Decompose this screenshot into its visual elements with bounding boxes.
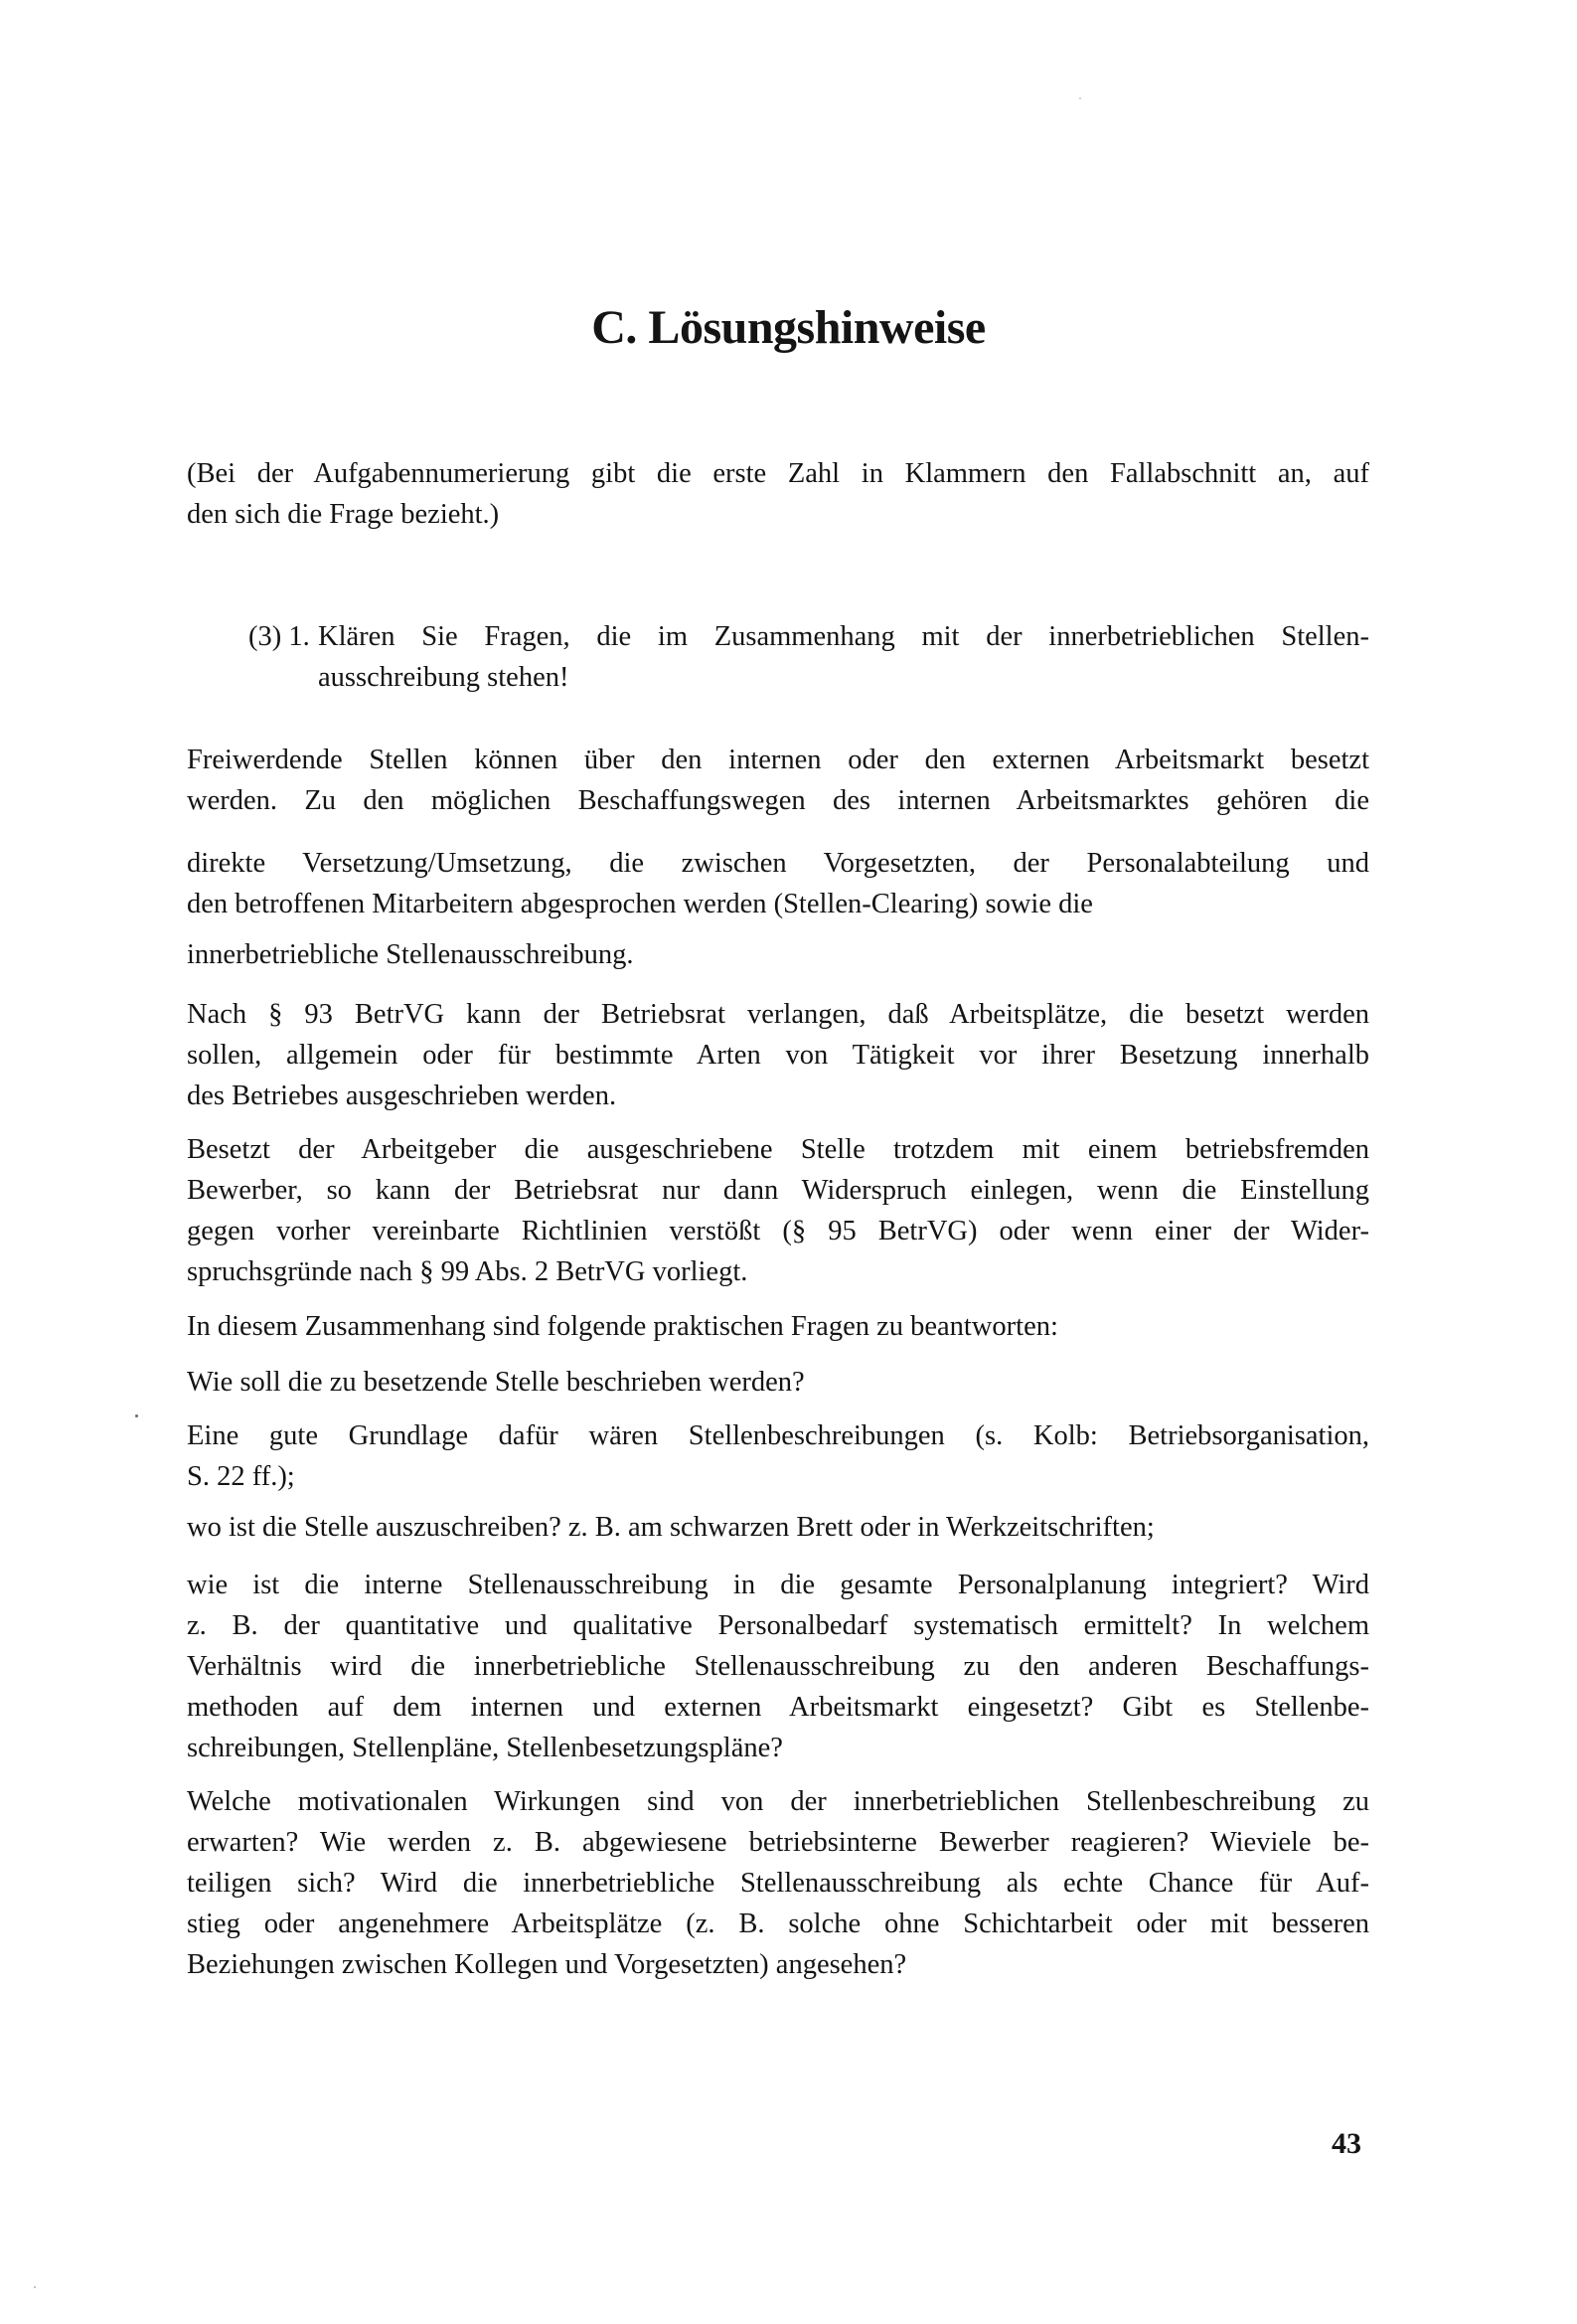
paragraph-line: wie ist die interne Stellenausschreibung in die gesamte Personalplanung integriert? Wird	[187, 1570, 1369, 1600]
paragraph-line: sollen, allgemein oder für bestimmte Arten von Tätigkeit vor ihrer Besetzung innerhalb	[187, 1040, 1369, 1071]
paragraph-line: z. B. der quantitative und qualitative Personalbedarf systematisch ermittelt? In welchem	[187, 1610, 1369, 1641]
question-number: (3) 1.	[248, 621, 310, 652]
paragraph-line: S. 22 ff.);	[187, 1461, 295, 1492]
paragraph-line: methoden auf dem internen und externen Arbeitsmarkt eingesetzt? Gibt es Stellenbe-	[187, 1692, 1369, 1723]
paragraph-8	[187, 1415, 1369, 1497]
paragraph-6	[187, 1306, 1369, 1347]
paragraph-line: innerbetriebliche Stellenausschreibung.	[187, 939, 634, 970]
paragraph-3	[187, 934, 1369, 975]
paragraph-line: schreibungen, Stellenpläne, Stellenbesetzungspläne?	[187, 1733, 783, 1763]
intro-line: den sich die Frage bezieht.)	[187, 499, 500, 530]
paragraph-11	[187, 1781, 1369, 1985]
paragraph-line: Nach § 93 BetrVG kann der Betriebsrat verlangen, daß Arbeitsplätze, die besetzt werden	[187, 999, 1369, 1030]
paragraph-2	[187, 843, 1369, 924]
scan-speck	[135, 1414, 138, 1417]
paragraph-line: Bewerber, so kann der Betriebsrat nur dann Widerspruch einlegen, wenn die Einstellung	[187, 1175, 1369, 1206]
question-line: Klären Sie Fragen, die im Zusammenhang mit der innerbetrieblichen Stellen-	[318, 621, 1369, 652]
paragraph-line: Beziehungen zwischen Kollegen und Vorgesetzten) angesehen?	[187, 1949, 907, 1980]
scan-speck	[1079, 97, 1081, 99]
paragraph-line: den betroffenen Mitarbeitern abgesprochen werden (Stellen-Clearing) sowie die	[187, 889, 1093, 919]
paragraph-line: werden. Zu den möglichen Beschaffungswegen des internen Arbeitsmarktes gehören die	[187, 785, 1369, 816]
paragraph-9	[187, 1507, 1369, 1548]
question-line: ausschreibung stehen!	[318, 662, 569, 693]
paragraph-1	[187, 740, 1369, 821]
intro-note	[187, 453, 1369, 535]
page-number: 43	[1332, 2127, 1361, 2160]
paragraph-line: Wie soll die zu besetzende Stelle beschrieben werden?	[187, 1367, 805, 1398]
paragraph-line: teiligen sich? Wird die innerbetriebliche Stellenausschreibung als echte Chance für Auf-	[187, 1868, 1369, 1899]
intro-line: (Bei der Aufgabennumerierung gibt die erste Zahl in Klammern den Fallabschnitt an, auf	[187, 458, 1369, 489]
section-title: C. Lösungshinweise	[591, 301, 986, 354]
paragraph-10	[187, 1565, 1369, 1768]
paragraph-line: Verhältnis wird die innerbetriebliche Stellenausschreibung zu den anderen Beschaffungs-	[187, 1651, 1369, 1682]
paragraph-5	[187, 1129, 1369, 1292]
paragraph-line: spruchsgründe nach § 99 Abs. 2 BetrVG vorliegt.	[187, 1256, 748, 1287]
paragraph-line: wo ist die Stelle auszuschreiben? z. B. am schwarzen Brett oder in Werkzeitschriften;	[187, 1512, 1155, 1543]
paragraph-line: Besetzt der Arbeitgeber die ausgeschriebene Stelle trotzdem mit einem betriebsfremden	[187, 1134, 1369, 1165]
question-text	[318, 616, 1369, 698]
paragraph-line: gegen vorher vereinbarte Richtlinien verstößt (§ 95 BetrVG) oder wenn einer der Wider-	[187, 1216, 1369, 1246]
paragraph-line: Welche motivationalen Wirkungen sind von der innerbetrieblichen Stellenbeschreibung zu	[187, 1786, 1369, 1817]
paragraph-line: Eine gute Grundlage dafür wären Stellenbeschreibungen (s. Kolb: Betriebsorganisation,	[187, 1420, 1369, 1451]
paragraph-line: erwarten? Wie werden z. B. abgewiesene betriebsinterne Bewerber reagieren? Wieviele be-	[187, 1827, 1369, 1858]
paragraph-7	[187, 1362, 1369, 1403]
paragraph-line: In diesem Zusammenhang sind folgende praktischen Fragen zu beantworten:	[187, 1311, 1058, 1342]
paragraph-4	[187, 994, 1369, 1116]
scan-speck	[34, 2286, 36, 2288]
paragraph-line: direkte Versetzung/Umsetzung, die zwischen Vorgesetzten, der Personalabteilung und	[187, 848, 1369, 879]
paragraph-line: stieg oder angenehmere Arbeitsplätze (z. B. solche ohne Schichtarbeit oder mit besseren	[187, 1909, 1369, 1939]
paragraph-line: des Betriebes ausgeschrieben werden.	[187, 1080, 617, 1111]
paragraph-line: Freiwerdende Stellen können über den internen oder den externen Arbeitsmarkt besetzt	[187, 745, 1369, 775]
